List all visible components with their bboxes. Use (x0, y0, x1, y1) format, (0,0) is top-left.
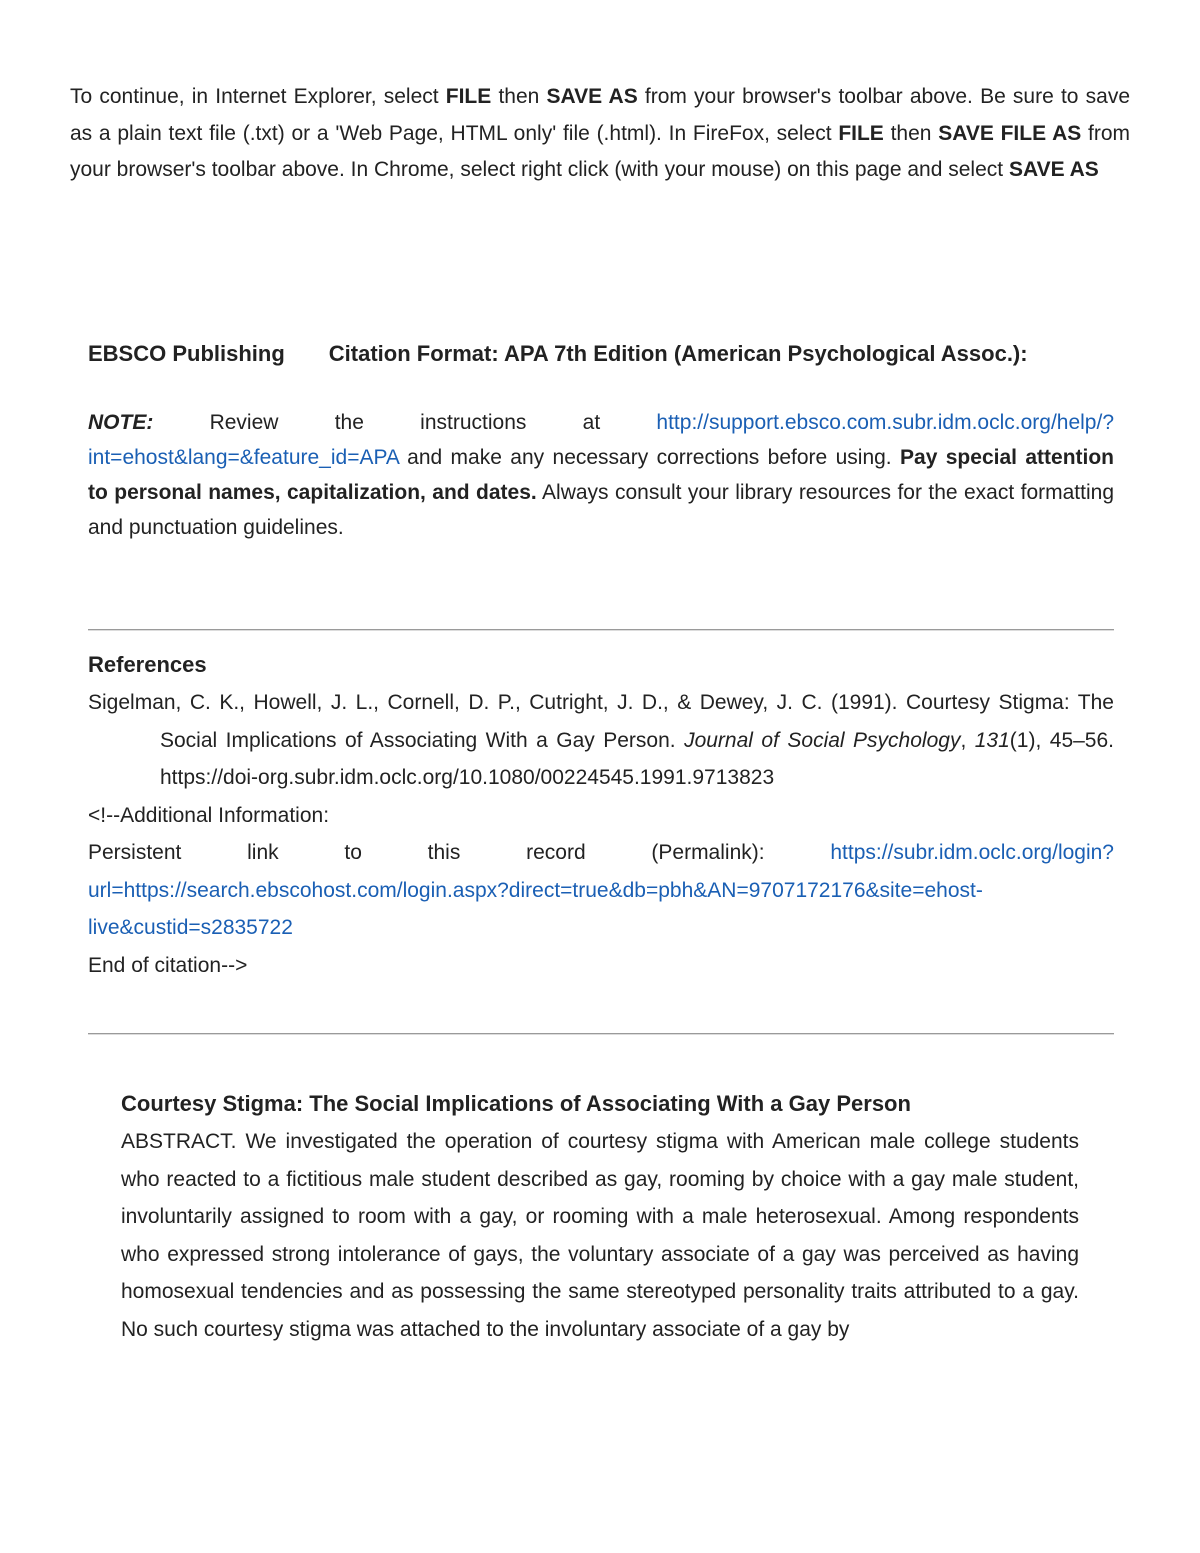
save-file-as-label: SAVE FILE AS (938, 121, 1082, 145)
reference-authors: Sigelman, C. K., Howell, J. L., Cornell, D. P., Cutright, J. D., & Dewey, J. C. (1991). Courtesy Stigma: The Social Implications of Associating With a Gay Person. (88, 691, 1114, 752)
reference-comma: , (960, 728, 975, 752)
references-title: References (88, 652, 207, 677)
additional-info: <!--Additional Information: (88, 803, 330, 827)
firefox-file-label: FILE (838, 121, 884, 145)
publisher-name: EBSCO Publishing (88, 341, 285, 366)
file-menu-label: FILE (445, 85, 492, 108)
note-emphasis: Pay special attention to personal names, capitalization, and dates. (88, 446, 1114, 504)
intro-text-2: then (491, 85, 547, 108)
intro-text-3: from your browser's toolbar above. Be sure to save as a plain text file (.txt) or a 'Web Page, HTML only' file (.html). In FireFox, select (70, 85, 1131, 145)
note-text-2: and make any necessary corrections before using. (398, 446, 901, 469)
intro-text-4: then (883, 121, 939, 145)
article-abstract: ABSTRACT. We investigated the operation of courtesy stigma with American male college students who reacted to a fictitious male student described as gay, rooming by choice with a gay male student, involuntarily assigned to room with a gay, or rooming with a male heterosexual. Among respondents who expressed strong intolerance of gays, the voluntary associate of a gay was perceived as having homosexual tendencies and as possessing the same stereotyped personality traits attributed to a gay. No such courtesy stigma was attached to the involuntary associate of a gay by (121, 1130, 1079, 1341)
intro-text-5: from your browser's toolbar above. In Chrome, select right click (with your mouse) on this page and select (70, 121, 1131, 181)
reference-journal: Journal of Social Psychology (684, 728, 961, 752)
intro-text-1: To continue, in Internet Explorer, select (70, 85, 446, 108)
permalink-link[interactable]: https://subr.idm.oclc.org/login?url=https://search.ebscohost.com/login.aspx?direct=true&db=pbh&AN=9707172176&site=ehost-live&custid=s2835722 (88, 841, 1114, 939)
divider-top (88, 629, 1114, 631)
article-title: Courtesy Stigma: The Social Implications of Associating With a Gay Person (121, 1091, 911, 1116)
note-text-3: Always consult your library resources for the exact formatting and punctuation guidelines. (88, 481, 1114, 539)
permalink-label: Persistent link to this record (Permalink): (88, 841, 831, 864)
article-section (121, 1085, 1079, 1349)
save-instructions (70, 79, 1130, 189)
citation-format: Citation Format: APA 7th Edition (American Psychological Assoc.): (328, 341, 1028, 366)
references-section (88, 646, 1114, 984)
divider-bottom (88, 1033, 1114, 1035)
note-text-1: Review the instructions at (153, 411, 657, 434)
citation-section (88, 334, 1114, 545)
permalink (88, 834, 1114, 947)
save-as-label: SAVE AS (546, 85, 638, 108)
citation-note (88, 405, 1114, 545)
reference-issue-pages: (1), 45–56. https://doi-org.subr.idm.oclc.org/10.1080/00224545.1991.9713823 (160, 728, 1114, 789)
citation-header (88, 334, 1114, 373)
reference-entry (88, 684, 1114, 797)
ebsco-help-link[interactable]: http://support.ebsco.com.subr.idm.oclc.org/help/?int=ehost&lang=&feature_id=APA (88, 411, 1114, 469)
end-of-citation: End of citation--> (88, 953, 248, 977)
note-label: NOTE: (88, 411, 154, 434)
chrome-save-as-label: SAVE AS (1008, 158, 1099, 181)
reference-volume: 131 (974, 728, 1010, 752)
